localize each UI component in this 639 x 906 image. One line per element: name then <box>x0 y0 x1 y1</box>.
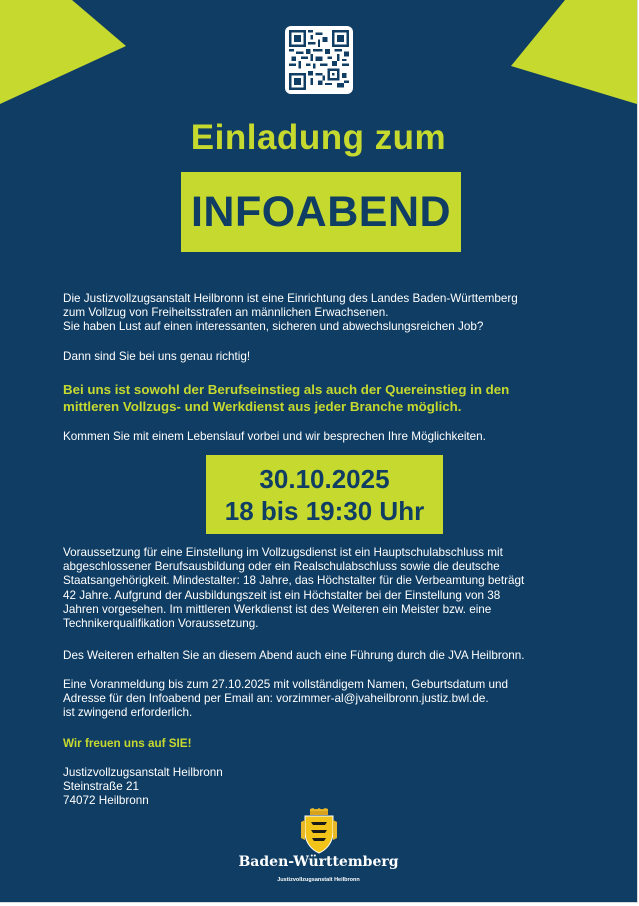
state-logo-subtitle: Justizvollzugsanstalt Heilbronn <box>277 877 360 883</box>
event-time: 18 bis 19:30 Uhr <box>224 495 425 526</box>
requirements-line: 42 Jahre. Aufgrund der Ausbildungszeit ist ein Höchstalter bei der Einstellung von 38 <box>63 588 501 602</box>
intro-paragraph <box>63 292 583 335</box>
registration-line[interactable]: Adresse für den Infoabend per Email an: vorzimmer-al@jvaheilbronn.justiz.bwl.de. <box>63 692 489 706</box>
registration-line: ist zwingend erforderlich. <box>63 706 193 720</box>
right-corner-triangle <box>507 0 637 104</box>
highlight-paragraph <box>63 381 603 415</box>
requirements-paragraph <box>63 546 583 631</box>
requirements-line: Voraussetzung für eine Einstellung im Vollzugsdienst ist ein Hauptschulabschluss mit <box>63 546 503 559</box>
intro-line-4: Dann sind Sie bei uns genau richtig! <box>63 350 251 363</box>
closing-text: Wir freuen uns auf SIE! <box>63 737 192 750</box>
qr-code-icon[interactable] <box>285 26 353 94</box>
requirements-line: abgeschlossener Berufsausbildung oder ein Realschulabschluss sowie die deutsche <box>63 560 500 574</box>
address-street: Steinstraße 21 <box>63 780 140 794</box>
intro-line-3: Sie haben Lust auf einen interessanten, sicheren und abwechslungsreichen Job? <box>63 320 484 334</box>
intro-line-2: zum Vollzug von Freiheitsstrafen an männlichen Erwachsenen. <box>63 306 389 320</box>
tour-paragraph: Des Weiteren erhalten Sie an diesem Abend auch eine Führung durch die JVA Heilbronn. <box>63 649 525 662</box>
highlight-line-1: Bei uns ist sowohl der Berufseinstieg als auch der Quereinstieg in den <box>63 382 510 397</box>
address-block <box>63 766 583 809</box>
left-corner-triangle <box>0 0 130 104</box>
registration-paragraph <box>63 678 583 721</box>
requirements-line: Staatsangehörigkeit. Mindestalter: 18 Jahre, das Höchstalter für die Verbeamtung beträgt <box>63 574 525 588</box>
cv-paragraph: Kommen Sie mit einem Lebenslauf vorbei und wir besprechen Ihre Möglichkeiten. <box>63 430 486 443</box>
requirements-line: Jahren vorgesehen. Im mittleren Werkdienst ist des Weiteren ein Meister bzw. eine <box>63 602 492 616</box>
coat-of-arms-icon <box>298 808 340 854</box>
title-infoabend <box>181 172 461 252</box>
registration-line: Eine Voranmeldung bis zum 27.10.2025 mit vollständigem Namen, Geburtsdatum und <box>63 678 509 691</box>
highlight-line-2: mittleren Vollzugs- und Werkdienst aus jeder Branche möglich. <box>63 399 462 414</box>
event-date: 30.10.2025 <box>259 463 390 494</box>
state-logo-text: Baden-Württemberg <box>238 854 399 870</box>
title-invitation: Einladung zum <box>190 118 447 157</box>
address-name: Justizvollzugsanstalt Heilbronn <box>63 766 223 779</box>
requirements-line: Technikerqualifikation Voraussetzung. <box>63 617 259 631</box>
title-infoabend-text: INFOABEND <box>190 187 452 236</box>
address-city: 74072 Heilbronn <box>63 794 149 808</box>
event-date-box <box>206 455 443 534</box>
intro-line-1: Die Justizvollzugsanstalt Heilbronn ist eine Einrichtung des Landes Baden-Württemberg <box>63 292 518 305</box>
